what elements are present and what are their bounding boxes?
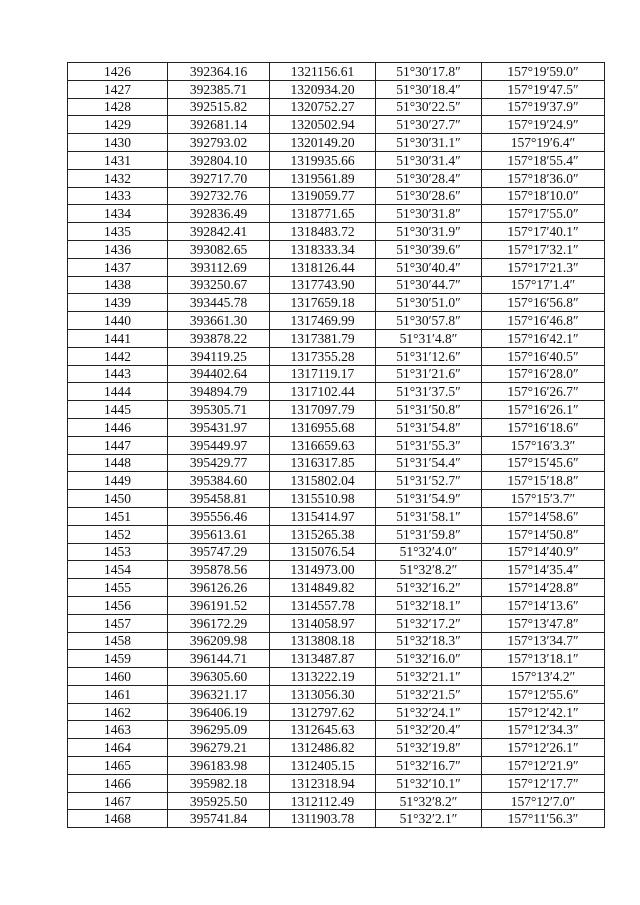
longitude-cell: 157°19′6.4″ <box>482 134 605 152</box>
x-coordinate-cell: 393112.69 <box>168 258 270 276</box>
longitude-cell: 157°18′55.4″ <box>482 151 605 169</box>
y-coordinate-cell: 1312318.94 <box>270 774 376 792</box>
point-number-cell: 1452 <box>68 525 168 543</box>
y-coordinate-cell: 1317355.28 <box>270 347 376 365</box>
x-coordinate-cell: 396295.09 <box>168 721 270 739</box>
x-coordinate-cell: 392836.49 <box>168 205 270 223</box>
longitude-cell: 157°12′7.0″ <box>482 792 605 810</box>
point-number-cell: 1432 <box>68 169 168 187</box>
table-row <box>68 187 605 205</box>
longitude-cell: 157°15′45.6″ <box>482 454 605 472</box>
latitude-cell: 51°30′57.8″ <box>376 312 482 330</box>
latitude-cell: 51°31′54.8″ <box>376 418 482 436</box>
table-row <box>68 383 605 401</box>
latitude-cell: 51°32′19.8″ <box>376 739 482 757</box>
latitude-cell: 51°32′21.1″ <box>376 668 482 686</box>
latitude-cell: 51°31′4.8″ <box>376 329 482 347</box>
x-coordinate-cell: 394402.64 <box>168 365 270 383</box>
latitude-cell: 51°31′59.8″ <box>376 525 482 543</box>
table-row <box>68 80 605 98</box>
table-row <box>68 810 605 828</box>
x-coordinate-cell: 392732.76 <box>168 187 270 205</box>
latitude-cell: 51°30′22.5″ <box>376 98 482 116</box>
y-coordinate-cell: 1317381.79 <box>270 329 376 347</box>
x-coordinate-cell: 396279.21 <box>168 739 270 757</box>
y-coordinate-cell: 1314058.97 <box>270 614 376 632</box>
point-number-cell: 1428 <box>68 98 168 116</box>
table-row <box>68 98 605 116</box>
x-coordinate-cell: 396172.29 <box>168 614 270 632</box>
y-coordinate-cell: 1318483.72 <box>270 223 376 241</box>
x-coordinate-cell: 393250.67 <box>168 276 270 294</box>
longitude-cell: 157°17′40.1″ <box>482 223 605 241</box>
y-coordinate-cell: 1313222.19 <box>270 668 376 686</box>
latitude-cell: 51°32′4.0″ <box>376 543 482 561</box>
longitude-cell: 157°12′21.9″ <box>482 757 605 775</box>
latitude-cell: 51°30′31.1″ <box>376 134 482 152</box>
point-number-cell: 1426 <box>68 63 168 81</box>
longitude-cell: 157°13′47.8″ <box>482 614 605 632</box>
y-coordinate-cell: 1312645.63 <box>270 721 376 739</box>
longitude-cell: 157°15′18.8″ <box>482 472 605 490</box>
table-row <box>68 561 605 579</box>
latitude-cell: 51°30′51.0″ <box>376 294 482 312</box>
longitude-cell: 157°14′35.4″ <box>482 561 605 579</box>
y-coordinate-cell: 1311903.78 <box>270 810 376 828</box>
point-number-cell: 1467 <box>68 792 168 810</box>
table-row <box>68 454 605 472</box>
y-coordinate-cell: 1316317.85 <box>270 454 376 472</box>
latitude-cell: 51°32′16.0″ <box>376 650 482 668</box>
table-row <box>68 329 605 347</box>
longitude-cell: 157°12′17.7″ <box>482 774 605 792</box>
coordinates-table-body <box>68 63 605 828</box>
table-row <box>68 312 605 330</box>
point-number-cell: 1463 <box>68 721 168 739</box>
point-number-cell: 1431 <box>68 151 168 169</box>
longitude-cell: 157°17′55.0″ <box>482 205 605 223</box>
latitude-cell: 51°32′20.4″ <box>376 721 482 739</box>
y-coordinate-cell: 1318771.65 <box>270 205 376 223</box>
x-coordinate-cell: 393878.22 <box>168 329 270 347</box>
y-coordinate-cell: 1314849.82 <box>270 579 376 597</box>
longitude-cell: 157°16′56.8″ <box>482 294 605 312</box>
y-coordinate-cell: 1316955.68 <box>270 418 376 436</box>
latitude-cell: 51°30′31.9″ <box>376 223 482 241</box>
x-coordinate-cell: 392793.02 <box>168 134 270 152</box>
y-coordinate-cell: 1319935.66 <box>270 151 376 169</box>
longitude-cell: 157°16′40.5″ <box>482 347 605 365</box>
y-coordinate-cell: 1317659.18 <box>270 294 376 312</box>
latitude-cell: 51°30′28.4″ <box>376 169 482 187</box>
point-number-cell: 1464 <box>68 739 168 757</box>
table-row <box>68 472 605 490</box>
longitude-cell: 157°13′34.7″ <box>482 632 605 650</box>
y-coordinate-cell: 1321156.61 <box>270 63 376 81</box>
point-number-cell: 1461 <box>68 685 168 703</box>
latitude-cell: 51°32′16.2″ <box>376 579 482 597</box>
table-row <box>68 223 605 241</box>
table-row <box>68 169 605 187</box>
x-coordinate-cell: 392515.82 <box>168 98 270 116</box>
latitude-cell: 51°30′39.6″ <box>376 240 482 258</box>
table-row <box>68 63 605 81</box>
latitude-cell: 51°32′24.1″ <box>376 703 482 721</box>
longitude-cell: 157°11′56.3″ <box>482 810 605 828</box>
point-number-cell: 1459 <box>68 650 168 668</box>
y-coordinate-cell: 1317119.17 <box>270 365 376 383</box>
latitude-cell: 51°30′31.4″ <box>376 151 482 169</box>
y-coordinate-cell: 1313487.87 <box>270 650 376 668</box>
point-number-cell: 1457 <box>68 614 168 632</box>
y-coordinate-cell: 1313056.30 <box>270 685 376 703</box>
table-row <box>68 258 605 276</box>
y-coordinate-cell: 1315414.97 <box>270 507 376 525</box>
x-coordinate-cell: 396209.98 <box>168 632 270 650</box>
point-number-cell: 1465 <box>68 757 168 775</box>
table-row <box>68 774 605 792</box>
point-number-cell: 1439 <box>68 294 168 312</box>
table-row <box>68 721 605 739</box>
point-number-cell: 1437 <box>68 258 168 276</box>
x-coordinate-cell: 395741.84 <box>168 810 270 828</box>
latitude-cell: 51°30′31.8″ <box>376 205 482 223</box>
point-number-cell: 1454 <box>68 561 168 579</box>
longitude-cell: 157°16′3.3″ <box>482 436 605 454</box>
latitude-cell: 51°31′12.6″ <box>376 347 482 365</box>
latitude-cell: 51°30′17.8″ <box>376 63 482 81</box>
point-number-cell: 1449 <box>68 472 168 490</box>
table-row <box>68 703 605 721</box>
table-row <box>68 739 605 757</box>
latitude-cell: 51°31′50.8″ <box>376 401 482 419</box>
table-row <box>68 436 605 454</box>
y-coordinate-cell: 1315265.38 <box>270 525 376 543</box>
point-number-cell: 1453 <box>68 543 168 561</box>
latitude-cell: 51°32′21.5″ <box>376 685 482 703</box>
longitude-cell: 157°12′42.1″ <box>482 703 605 721</box>
y-coordinate-cell: 1317469.99 <box>270 312 376 330</box>
y-coordinate-cell: 1317102.44 <box>270 383 376 401</box>
point-number-cell: 1443 <box>68 365 168 383</box>
table-row <box>68 365 605 383</box>
point-number-cell: 1430 <box>68 134 168 152</box>
y-coordinate-cell: 1313808.18 <box>270 632 376 650</box>
x-coordinate-cell: 393082.65 <box>168 240 270 258</box>
point-number-cell: 1451 <box>68 507 168 525</box>
longitude-cell: 157°19′37.9″ <box>482 98 605 116</box>
latitude-cell: 51°31′54.4″ <box>376 454 482 472</box>
latitude-cell: 51°31′55.3″ <box>376 436 482 454</box>
latitude-cell: 51°32′17.2″ <box>376 614 482 632</box>
y-coordinate-cell: 1312405.15 <box>270 757 376 775</box>
x-coordinate-cell: 392804.10 <box>168 151 270 169</box>
point-number-cell: 1445 <box>68 401 168 419</box>
y-coordinate-cell: 1316659.63 <box>270 436 376 454</box>
point-number-cell: 1441 <box>68 329 168 347</box>
y-coordinate-cell: 1320149.20 <box>270 134 376 152</box>
x-coordinate-cell: 392364.16 <box>168 63 270 81</box>
longitude-cell: 157°14′13.6″ <box>482 596 605 614</box>
point-number-cell: 1448 <box>68 454 168 472</box>
table-row <box>68 205 605 223</box>
point-number-cell: 1447 <box>68 436 168 454</box>
x-coordinate-cell: 396144.71 <box>168 650 270 668</box>
x-coordinate-cell: 392385.71 <box>168 80 270 98</box>
x-coordinate-cell: 396406.19 <box>168 703 270 721</box>
x-coordinate-cell: 395613.61 <box>168 525 270 543</box>
x-coordinate-cell: 392681.14 <box>168 116 270 134</box>
point-number-cell: 1462 <box>68 703 168 721</box>
latitude-cell: 51°30′28.6″ <box>376 187 482 205</box>
point-number-cell: 1446 <box>68 418 168 436</box>
longitude-cell: 157°19′59.0″ <box>482 63 605 81</box>
point-number-cell: 1436 <box>68 240 168 258</box>
coordinates-table <box>67 62 605 828</box>
table-row <box>68 757 605 775</box>
longitude-cell: 157°12′34.3″ <box>482 721 605 739</box>
x-coordinate-cell: 395384.60 <box>168 472 270 490</box>
longitude-cell: 157°16′26.1″ <box>482 401 605 419</box>
longitude-cell: 157°13′4.2″ <box>482 668 605 686</box>
latitude-cell: 51°32′16.7″ <box>376 757 482 775</box>
point-number-cell: 1427 <box>68 80 168 98</box>
x-coordinate-cell: 395747.29 <box>168 543 270 561</box>
point-number-cell: 1429 <box>68 116 168 134</box>
point-number-cell: 1434 <box>68 205 168 223</box>
longitude-cell: 157°12′26.1″ <box>482 739 605 757</box>
longitude-cell: 157°14′50.8″ <box>482 525 605 543</box>
x-coordinate-cell: 393445.78 <box>168 294 270 312</box>
point-number-cell: 1435 <box>68 223 168 241</box>
point-number-cell: 1466 <box>68 774 168 792</box>
x-coordinate-cell: 395556.46 <box>168 507 270 525</box>
table-row <box>68 134 605 152</box>
x-coordinate-cell: 394119.25 <box>168 347 270 365</box>
table-row <box>68 347 605 365</box>
x-coordinate-cell: 395305.71 <box>168 401 270 419</box>
longitude-cell: 157°19′47.5″ <box>482 80 605 98</box>
table-row <box>68 151 605 169</box>
y-coordinate-cell: 1320502.94 <box>270 116 376 134</box>
longitude-cell: 157°17′32.1″ <box>482 240 605 258</box>
latitude-cell: 51°31′52.7″ <box>376 472 482 490</box>
y-coordinate-cell: 1320934.20 <box>270 80 376 98</box>
point-number-cell: 1458 <box>68 632 168 650</box>
longitude-cell: 157°12′55.6″ <box>482 685 605 703</box>
x-coordinate-cell: 396183.98 <box>168 757 270 775</box>
x-coordinate-cell: 393661.30 <box>168 312 270 330</box>
latitude-cell: 51°32′18.3″ <box>376 632 482 650</box>
x-coordinate-cell: 396305.60 <box>168 668 270 686</box>
y-coordinate-cell: 1317743.90 <box>270 276 376 294</box>
latitude-cell: 51°30′18.4″ <box>376 80 482 98</box>
y-coordinate-cell: 1312486.82 <box>270 739 376 757</box>
table-row <box>68 294 605 312</box>
latitude-cell: 51°32′2.1″ <box>376 810 482 828</box>
table-row <box>68 418 605 436</box>
table-row <box>68 490 605 508</box>
latitude-cell: 51°31′37.5″ <box>376 383 482 401</box>
longitude-cell: 157°14′58.6″ <box>482 507 605 525</box>
y-coordinate-cell: 1319561.89 <box>270 169 376 187</box>
table-row <box>68 525 605 543</box>
table-row <box>68 116 605 134</box>
point-number-cell: 1442 <box>68 347 168 365</box>
point-number-cell: 1460 <box>68 668 168 686</box>
longitude-cell: 157°16′26.7″ <box>482 383 605 401</box>
latitude-cell: 51°32′18.1″ <box>376 596 482 614</box>
table-row <box>68 543 605 561</box>
x-coordinate-cell: 392842.41 <box>168 223 270 241</box>
x-coordinate-cell: 392717.70 <box>168 169 270 187</box>
point-number-cell: 1456 <box>68 596 168 614</box>
point-number-cell: 1433 <box>68 187 168 205</box>
x-coordinate-cell: 395925.50 <box>168 792 270 810</box>
x-coordinate-cell: 395449.97 <box>168 436 270 454</box>
x-coordinate-cell: 396191.52 <box>168 596 270 614</box>
longitude-cell: 157°13′18.1″ <box>482 650 605 668</box>
table-row <box>68 401 605 419</box>
point-number-cell: 1444 <box>68 383 168 401</box>
x-coordinate-cell: 395982.18 <box>168 774 270 792</box>
table-row <box>68 685 605 703</box>
table-row <box>68 579 605 597</box>
table-row <box>68 614 605 632</box>
x-coordinate-cell: 396126.26 <box>168 579 270 597</box>
table-row <box>68 240 605 258</box>
x-coordinate-cell: 395429.77 <box>168 454 270 472</box>
longitude-cell: 157°17′1.4″ <box>482 276 605 294</box>
y-coordinate-cell: 1317097.79 <box>270 401 376 419</box>
latitude-cell: 51°31′54.9″ <box>376 490 482 508</box>
latitude-cell: 51°32′8.2″ <box>376 792 482 810</box>
x-coordinate-cell: 396321.17 <box>168 685 270 703</box>
latitude-cell: 51°32′10.1″ <box>376 774 482 792</box>
y-coordinate-cell: 1319059.77 <box>270 187 376 205</box>
longitude-cell: 157°19′24.9″ <box>482 116 605 134</box>
table-row <box>68 792 605 810</box>
longitude-cell: 157°16′28.0″ <box>482 365 605 383</box>
y-coordinate-cell: 1312112.49 <box>270 792 376 810</box>
longitude-cell: 157°16′46.8″ <box>482 312 605 330</box>
latitude-cell: 51°30′44.7″ <box>376 276 482 294</box>
y-coordinate-cell: 1315802.04 <box>270 472 376 490</box>
longitude-cell: 157°14′40.9″ <box>482 543 605 561</box>
x-coordinate-cell: 395878.56 <box>168 561 270 579</box>
longitude-cell: 157°18′36.0″ <box>482 169 605 187</box>
table-row <box>68 276 605 294</box>
table-row <box>68 507 605 525</box>
x-coordinate-cell: 395431.97 <box>168 418 270 436</box>
latitude-cell: 51°31′58.1″ <box>376 507 482 525</box>
y-coordinate-cell: 1320752.27 <box>270 98 376 116</box>
y-coordinate-cell: 1318333.34 <box>270 240 376 258</box>
point-number-cell: 1440 <box>68 312 168 330</box>
y-coordinate-cell: 1314973.00 <box>270 561 376 579</box>
point-number-cell: 1450 <box>68 490 168 508</box>
y-coordinate-cell: 1314557.78 <box>270 596 376 614</box>
table-row <box>68 668 605 686</box>
latitude-cell: 51°30′40.4″ <box>376 258 482 276</box>
latitude-cell: 51°32′8.2″ <box>376 561 482 579</box>
table-row <box>68 632 605 650</box>
latitude-cell: 51°30′27.7″ <box>376 116 482 134</box>
longitude-cell: 157°18′10.0″ <box>482 187 605 205</box>
y-coordinate-cell: 1315510.98 <box>270 490 376 508</box>
y-coordinate-cell: 1315076.54 <box>270 543 376 561</box>
table-row <box>68 650 605 668</box>
longitude-cell: 157°16′18.6″ <box>482 418 605 436</box>
longitude-cell: 157°15′3.7″ <box>482 490 605 508</box>
longitude-cell: 157°17′21.3″ <box>482 258 605 276</box>
longitude-cell: 157°16′42.1″ <box>482 329 605 347</box>
point-number-cell: 1468 <box>68 810 168 828</box>
y-coordinate-cell: 1312797.62 <box>270 703 376 721</box>
latitude-cell: 51°31′21.6″ <box>376 365 482 383</box>
x-coordinate-cell: 394894.79 <box>168 383 270 401</box>
x-coordinate-cell: 395458.81 <box>168 490 270 508</box>
point-number-cell: 1438 <box>68 276 168 294</box>
point-number-cell: 1455 <box>68 579 168 597</box>
y-coordinate-cell: 1318126.44 <box>270 258 376 276</box>
longitude-cell: 157°14′28.8″ <box>482 579 605 597</box>
table-row <box>68 596 605 614</box>
